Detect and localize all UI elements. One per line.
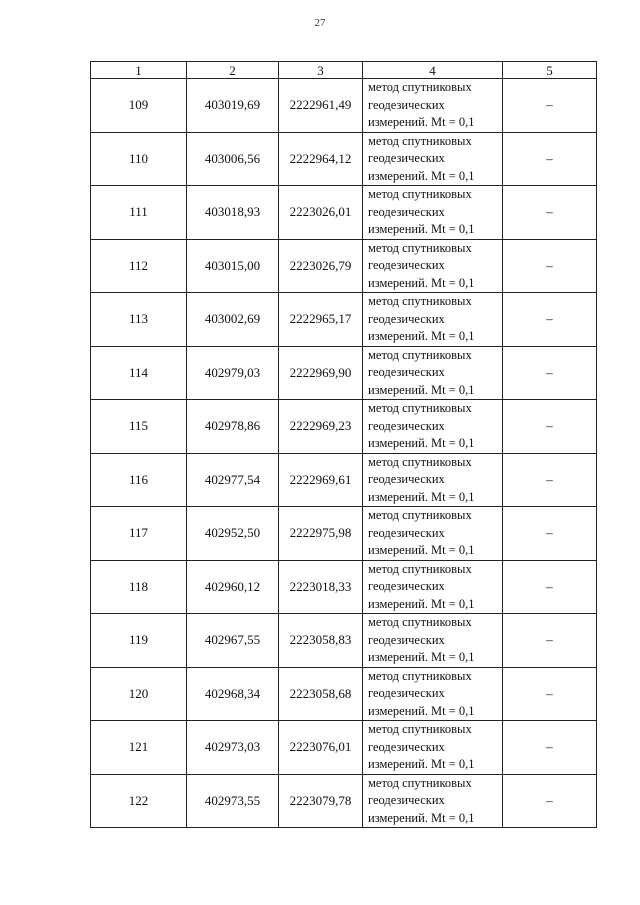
y-coordinate: 2223026,01: [289, 204, 352, 220]
point-number-cell: [91, 453, 187, 507]
y-coordinate: 2223058,68: [289, 685, 352, 701]
table-row: [91, 186, 597, 240]
table-row: [91, 507, 597, 561]
method-cell: [363, 186, 503, 240]
note-value: –: [546, 525, 553, 541]
note-cell: [503, 453, 597, 507]
header-col-1: 1: [91, 62, 187, 79]
point-number: 122: [128, 792, 149, 808]
x-coordinate: 403006,56: [204, 150, 261, 166]
y-coordinate-cell: [279, 346, 363, 400]
y-coordinate-cell: [279, 79, 363, 133]
x-coordinate-cell: [187, 667, 279, 721]
method-line-2: геодезических: [368, 525, 445, 540]
method-line-1: метод спутниковых: [368, 294, 472, 308]
y-coordinate-cell: [279, 667, 363, 721]
table-header-row: [91, 62, 597, 79]
method-cell: [363, 667, 503, 721]
method-line-1: метод спутниковых: [368, 775, 472, 790]
method-cell: [363, 79, 503, 133]
x-coordinate-cell: [187, 346, 279, 400]
x-coordinate-cell: [187, 79, 279, 133]
method-cell: [363, 614, 503, 668]
y-coordinate-cell: [279, 186, 363, 240]
point-number-cell: [91, 346, 187, 400]
y-coordinate: 2222969,23: [289, 418, 352, 434]
method-line-3: измерений. Mt = 0,1: [368, 222, 475, 236]
method-line-3: измерений. Mt = 0,1: [368, 489, 475, 504]
y-coordinate: 2223058,83: [289, 632, 352, 648]
method-line-3: измерений. Mt = 0,1: [368, 596, 475, 611]
x-coordinate: 402973,55: [204, 792, 261, 808]
point-number: 115: [128, 418, 149, 434]
point-number-cell: [91, 721, 187, 775]
method-line-2: геодезических: [368, 311, 445, 326]
x-coordinate: 402979,03: [204, 364, 261, 380]
method-line-2: геодезических: [368, 793, 445, 807]
method-line-1: метод спутниковых: [368, 722, 472, 736]
coordinates-table: [90, 61, 597, 828]
y-coordinate-cell: [279, 132, 363, 186]
point-number: 112: [128, 257, 149, 273]
point-number: 121: [128, 739, 149, 755]
y-coordinate: 2222975,98: [289, 525, 352, 541]
y-coordinate: 2222969,61: [289, 471, 352, 487]
note-value: –: [546, 311, 553, 327]
point-number: 120: [128, 685, 149, 701]
y-coordinate: 2222969,90: [289, 364, 352, 380]
y-coordinate-cell: [279, 507, 363, 561]
note-value: –: [546, 364, 553, 380]
method-line-3: измерений. Mt = 0,1: [368, 703, 475, 718]
method-cell: [363, 239, 503, 293]
note-cell: [503, 293, 597, 347]
table-row: [91, 453, 597, 507]
y-coordinate-cell: [279, 721, 363, 775]
x-coordinate: 402952,50: [204, 525, 261, 541]
y-coordinate-cell: [279, 453, 363, 507]
header-col-5: 5: [503, 62, 597, 79]
note-value: –: [546, 632, 553, 648]
method-line-3: измерений. Mt = 0,1: [368, 115, 475, 129]
x-coordinate-cell: [187, 614, 279, 668]
note-value: –: [546, 418, 553, 434]
x-coordinate: 402967,55: [204, 632, 261, 648]
header-col-3: 3: [279, 62, 363, 79]
method-line-1: метод спутниковых: [368, 347, 472, 362]
method-line-1: метод спутниковых: [368, 80, 472, 94]
table-row: [91, 132, 597, 186]
method-line-2: геодезических: [368, 418, 445, 433]
method-line-1: метод спутниковых: [368, 615, 472, 629]
header-col-2: 2: [187, 62, 279, 79]
note-value: –: [546, 685, 553, 701]
note-value: –: [546, 739, 553, 755]
table-row: [91, 614, 597, 668]
note-value: –: [546, 792, 553, 808]
note-cell: [503, 346, 597, 400]
method-line-2: геодезических: [368, 258, 445, 272]
point-number: 109: [128, 97, 149, 113]
note-cell: [503, 132, 597, 186]
method-line-1: метод спутниковых: [368, 668, 472, 683]
method-line-1: метод спутниковых: [368, 133, 472, 148]
note-cell: [503, 560, 597, 614]
method-cell: [363, 132, 503, 186]
y-coordinate: 2223079,78: [289, 792, 352, 808]
method-line-2: геодезических: [368, 365, 445, 379]
y-coordinate-cell: [279, 400, 363, 454]
note-cell: [503, 614, 597, 668]
y-coordinate-cell: [279, 293, 363, 347]
note-cell: [503, 400, 597, 454]
point-number: 111: [129, 204, 148, 220]
y-coordinate-cell: [279, 560, 363, 614]
method-line-3: измерений. Mt = 0,1: [368, 757, 475, 771]
y-coordinate: 2223026,79: [289, 257, 352, 273]
method-line-1: метод спутниковых: [368, 240, 472, 255]
point-number-cell: [91, 560, 187, 614]
note-value: –: [546, 471, 553, 487]
x-coordinate: 403002,69: [204, 311, 261, 327]
point-number: 114: [128, 364, 149, 380]
point-number: 117: [128, 525, 149, 541]
note-cell: [503, 507, 597, 561]
point-number-cell: [91, 774, 187, 828]
x-coordinate-cell: [187, 774, 279, 828]
method-line-2: геодезических: [368, 579, 445, 593]
method-line-3: измерений. Mt = 0,1: [368, 382, 475, 397]
point-number-cell: [91, 400, 187, 454]
x-coordinate-cell: [187, 560, 279, 614]
method-line-2: геодезических: [368, 472, 445, 486]
method-line-3: измерений. Mt = 0,1: [368, 168, 475, 183]
x-coordinate: 403019,69: [204, 97, 261, 113]
method-line-3: измерений. Mt = 0,1: [368, 650, 475, 664]
table-row: [91, 346, 597, 400]
note-value: –: [546, 97, 553, 113]
x-coordinate-cell: [187, 132, 279, 186]
note-value: –: [546, 257, 553, 273]
note-value: –: [546, 204, 553, 220]
table-row: [91, 560, 597, 614]
x-coordinate-cell: [187, 400, 279, 454]
table-row: [91, 721, 597, 775]
x-coordinate: 402973,03: [204, 739, 261, 755]
method-cell: [363, 774, 503, 828]
y-coordinate: 2222961,49: [289, 97, 352, 113]
point-number: 116: [128, 471, 149, 487]
method-line-3: измерений. Mt = 0,1: [368, 436, 475, 450]
table-body: [91, 79, 597, 828]
method-cell: [363, 293, 503, 347]
table-row: [91, 667, 597, 721]
method-line-1: метод спутниковых: [368, 401, 472, 415]
note-cell: [503, 186, 597, 240]
method-line-1: метод спутниковых: [368, 454, 472, 469]
page-number: 27: [314, 17, 326, 29]
x-coordinate: 403015,00: [204, 257, 261, 273]
table-row: [91, 239, 597, 293]
method-line-3: измерений. Mt = 0,1: [368, 543, 475, 557]
method-line-2: геодезических: [368, 739, 445, 754]
method-line-1: метод спутниковых: [368, 561, 472, 576]
x-coordinate-cell: [187, 239, 279, 293]
method-line-3: измерений. Mt = 0,1: [368, 275, 475, 290]
x-coordinate: 402977,54: [204, 471, 261, 487]
y-coordinate-cell: [279, 239, 363, 293]
method-line-2: геодезических: [368, 632, 445, 647]
x-coordinate: 403018,93: [204, 204, 261, 220]
table-row: [91, 774, 597, 828]
x-coordinate: 402960,12: [204, 578, 261, 594]
point-number-cell: [91, 293, 187, 347]
note-cell: [503, 79, 597, 133]
note-cell: [503, 774, 597, 828]
x-coordinate-cell: [187, 293, 279, 347]
method-line-3: измерений. Mt = 0,1: [368, 329, 475, 343]
method-line-1: метод спутниковых: [368, 508, 472, 522]
method-cell: [363, 560, 503, 614]
y-coordinate-cell: [279, 614, 363, 668]
method-cell: [363, 400, 503, 454]
point-number-cell: [91, 132, 187, 186]
x-coordinate-cell: [187, 721, 279, 775]
x-coordinate: 402978,86: [204, 418, 261, 434]
point-number: 113: [128, 311, 149, 327]
x-coordinate-cell: [187, 453, 279, 507]
method-line-2: геодезических: [368, 204, 445, 219]
point-number-cell: [91, 186, 187, 240]
point-number: 119: [128, 632, 149, 648]
method-line-2: геодезических: [368, 97, 445, 112]
method-cell: [363, 721, 503, 775]
y-coordinate-cell: [279, 774, 363, 828]
header-col-4: 4: [363, 62, 503, 79]
table-row: [91, 79, 597, 133]
method-cell: [363, 507, 503, 561]
table-row: [91, 400, 597, 454]
x-coordinate-cell: [187, 507, 279, 561]
point-number: 110: [128, 150, 149, 166]
point-number-cell: [91, 667, 187, 721]
y-coordinate: 2223076,01: [289, 739, 352, 755]
point-number: 118: [128, 578, 149, 594]
y-coordinate: 2222964,12: [289, 150, 352, 166]
note-cell: [503, 667, 597, 721]
note-cell: [503, 721, 597, 775]
point-number-cell: [91, 79, 187, 133]
note-value: –: [546, 150, 553, 166]
method-line-3: измерений. Mt = 0,1: [368, 810, 475, 825]
note-cell: [503, 239, 597, 293]
point-number-cell: [91, 614, 187, 668]
x-coordinate: 402968,34: [204, 685, 261, 701]
point-number-cell: [91, 239, 187, 293]
method-line-2: геодезических: [368, 686, 445, 700]
x-coordinate-cell: [187, 186, 279, 240]
y-coordinate: 2223018,33: [289, 578, 352, 594]
point-number-cell: [91, 507, 187, 561]
method-cell: [363, 346, 503, 400]
note-value: –: [546, 578, 553, 594]
method-line-1: метод спутниковых: [368, 187, 472, 201]
table-row: [91, 293, 597, 347]
method-line-2: геодезических: [368, 151, 445, 165]
y-coordinate: 2222965,17: [289, 311, 352, 327]
method-cell: [363, 453, 503, 507]
